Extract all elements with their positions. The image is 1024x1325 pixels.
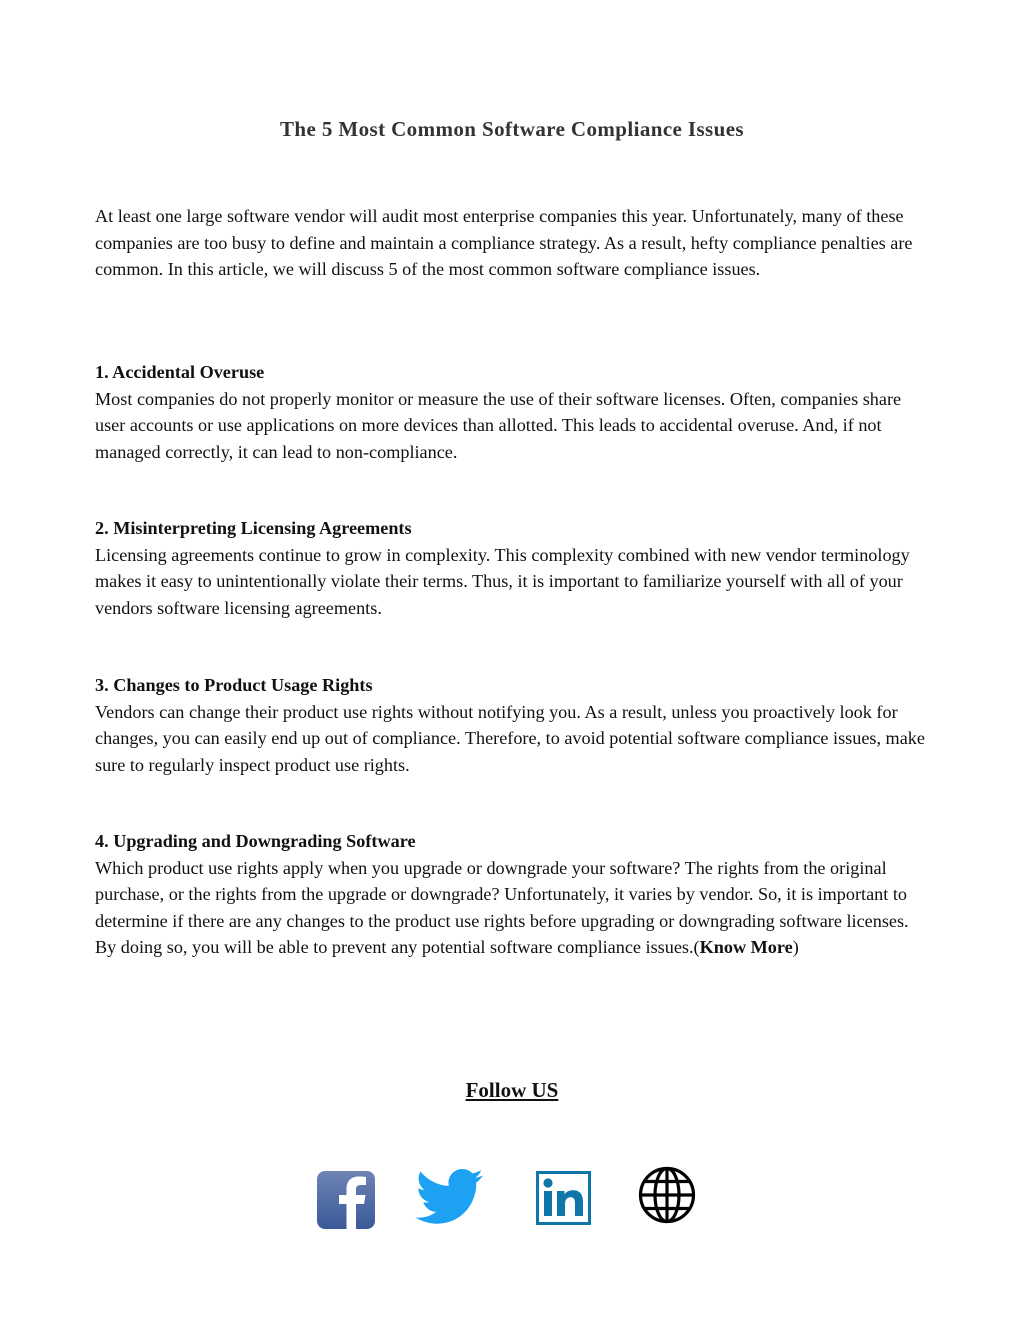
linkedin-icon[interactable] [536,1171,591,1225]
section-body-suffix: ) [792,937,799,957]
know-more-link[interactable]: Know More [699,937,793,957]
section-upgrading-downgrading [95,828,930,961]
section-misinterpreting-licensing [95,515,930,621]
document-title: The 5 Most Common Software Compliance Issues [279,117,745,141]
section-body: Vendors can change their product use rights without notifying you. As a result, unless you proactively look for changes, you can easily end up out of compliance. Therefore, to avoid potential software compliance issues, make sure to regularly inspect product use rights. [95,701,925,775]
section-accidental-overuse [95,359,930,465]
section-heading: 1. Accidental Overuse [95,362,265,382]
section-heading: 4. Upgrading and Downgrading Software [95,831,416,851]
section-body [95,855,930,961]
section-heading: 2. Misinterpreting Licensing Agreements [95,518,412,538]
section-body-text: Which product use rights apply when you upgrade or downgrade your software? The rights from the original purchase, or the rights from the upgrade or downgrade? Unfortunately, it varies by vendor. So, it is important to determine if there are any changes to the product use rights before upgrading or downgrading software licenses. By doing so, you will be able to prevent any potential software compliance issues.( [95,857,909,957]
twitter-icon[interactable] [415,1168,485,1228]
facebook-icon[interactable] [316,1170,376,1230]
follow-us-heading [0,1075,1024,1105]
section-heading: 3. Changes to Product Usage Rights [95,675,373,695]
section-body: Most companies do not properly monitor or measure the use of their software licenses. Often, companies share user accounts or use applications on more devices than allotted. This leads to accidental overuse. And, if not managed correctly, it can lead to non-compliance. [95,388,902,462]
globe-icon[interactable] [638,1166,696,1224]
section-body: Licensing agreements continue to grow in complexity. This complexity combined with new vendor terminology makes it easy to unintentionally violate their terms. Thus, it is important to familiarize yourself with all of your vendors software licensing agreements. [95,544,910,618]
follow-us-link[interactable]: Follow US [465,1078,559,1102]
section-usage-rights [95,672,930,778]
intro-paragraph: At least one large software vendor will audit most enterprise companies this year. Unfortunately, many of these companies are too busy to define and maintain a compliance strategy. As a result, hefty compliance penalties are common. In this article, we will discuss 5 of the most common software compliance issues. [95,206,913,279]
